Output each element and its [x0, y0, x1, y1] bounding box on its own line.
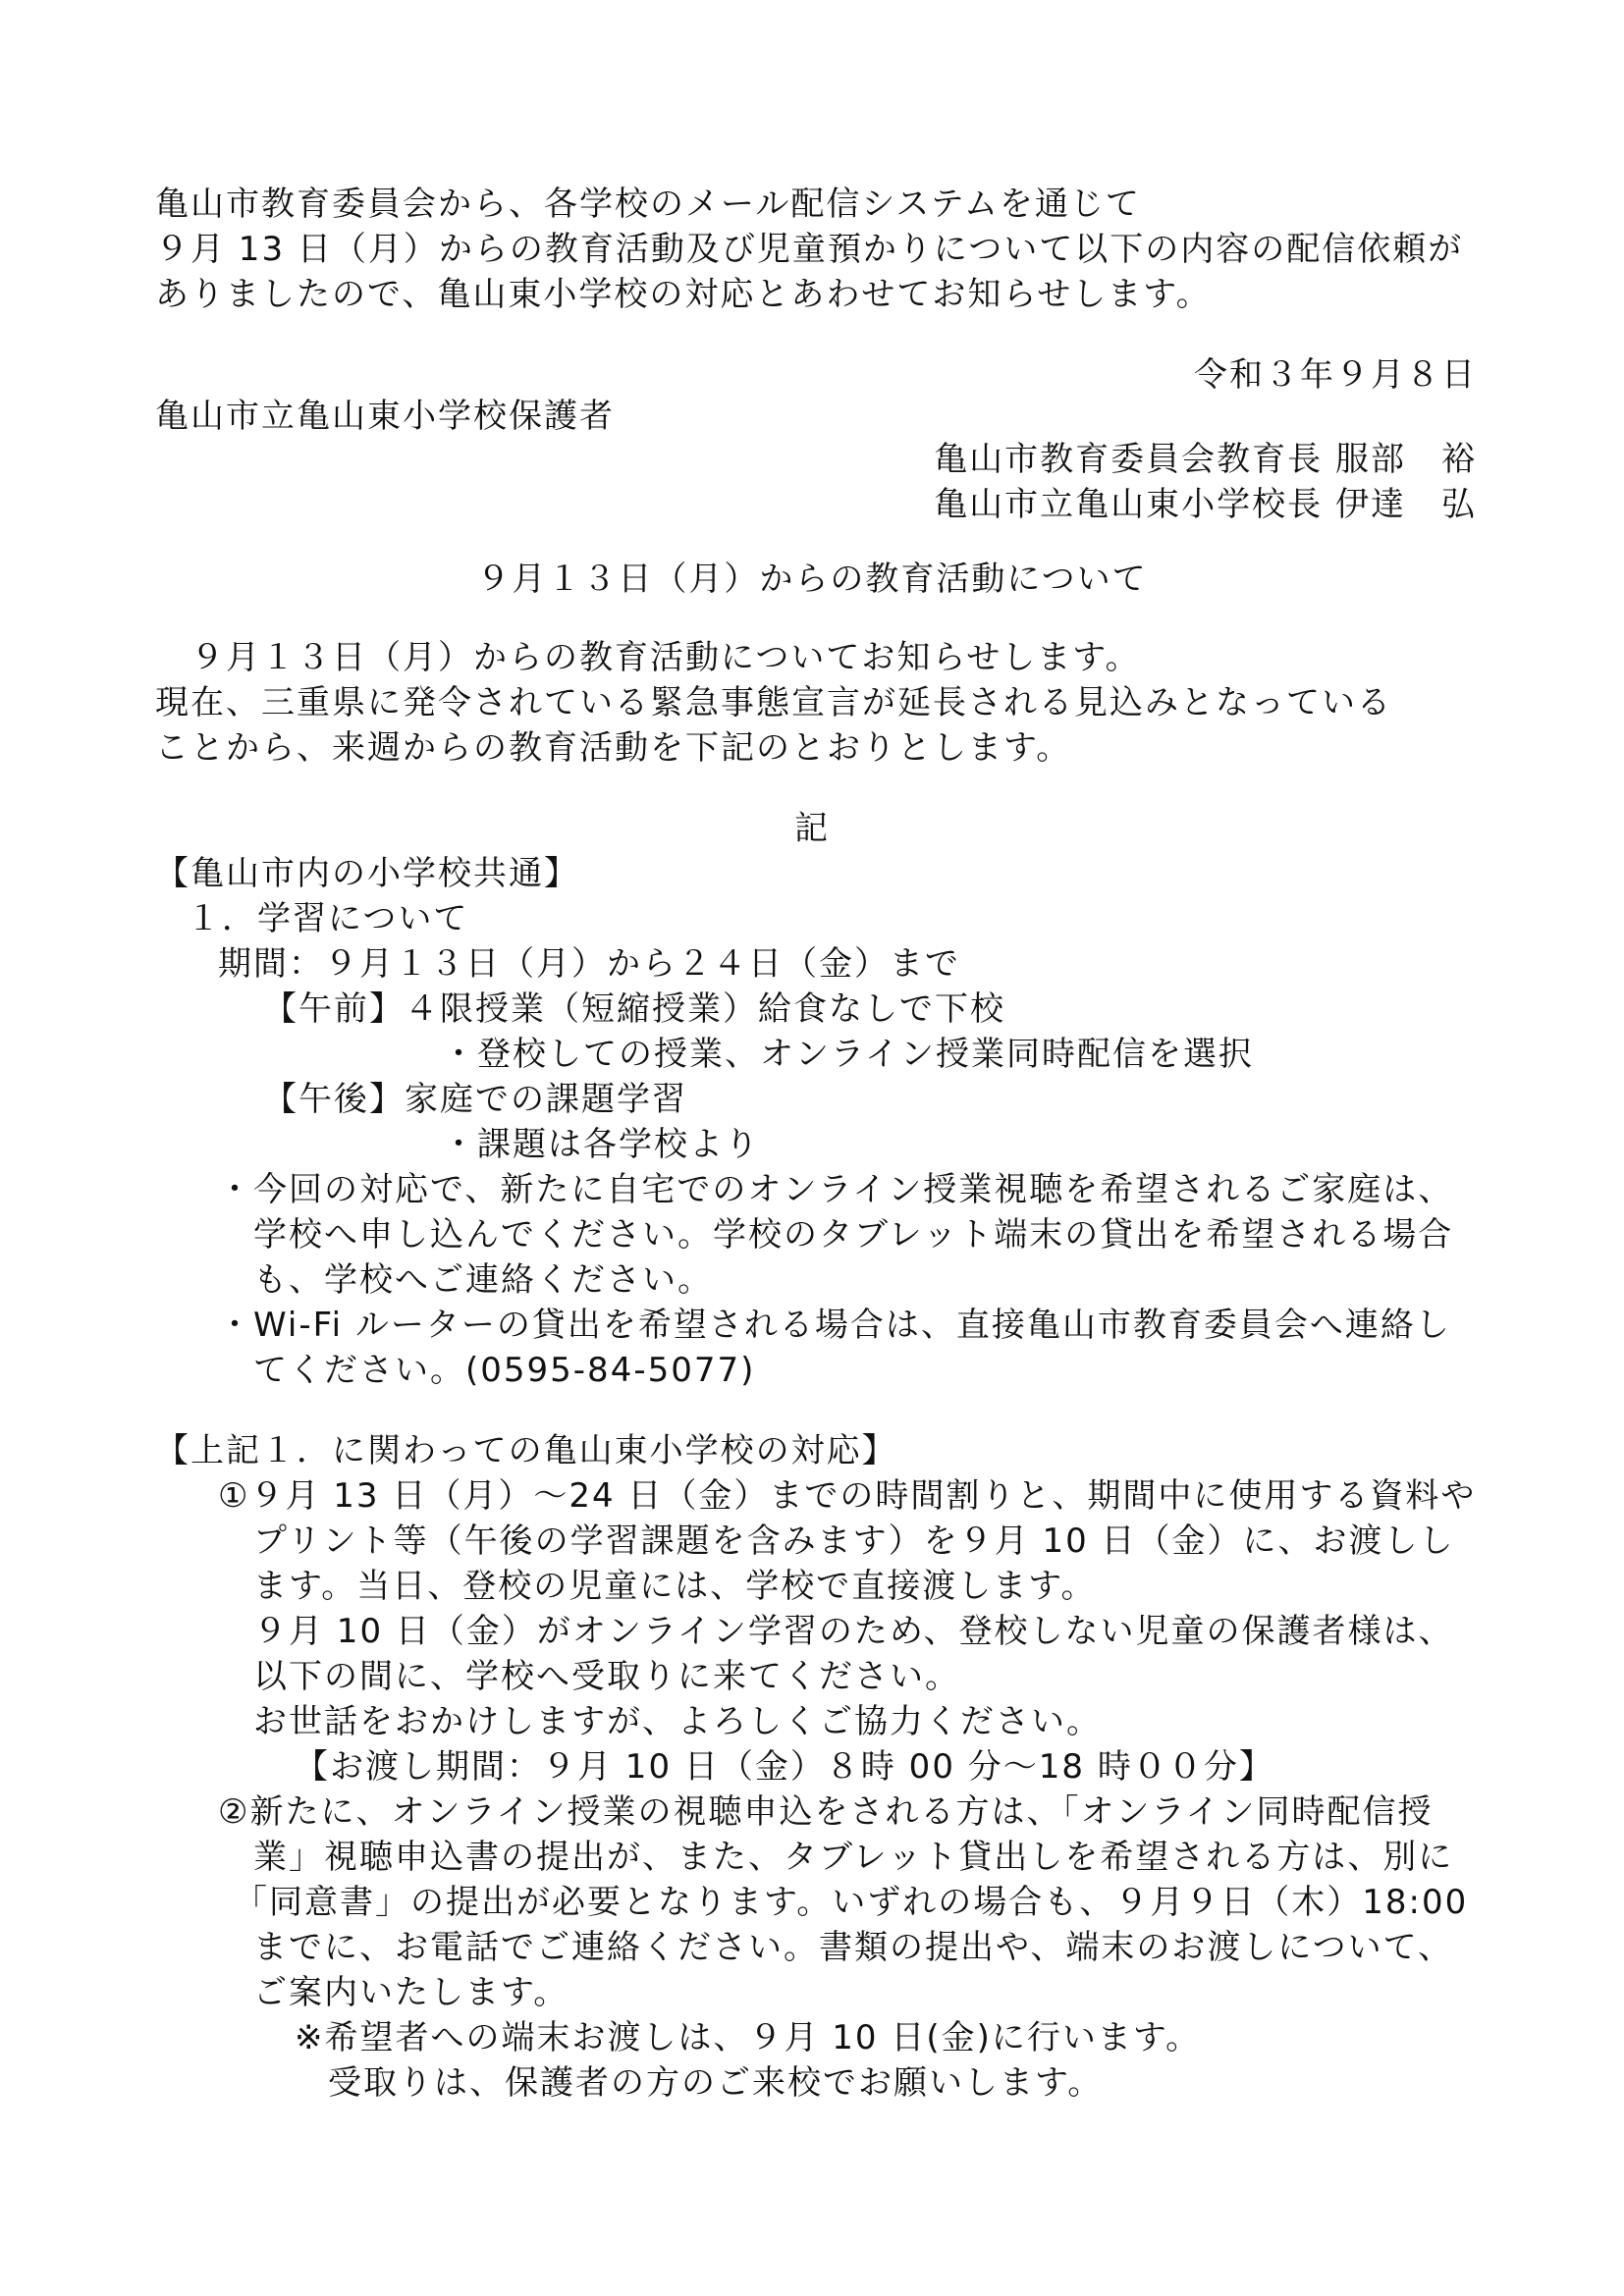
body-line-1: ９月１３日（月）からの教育活動についてお知らせします。	[155, 638, 1141, 677]
section2-line-6: お世話をおかけしますが、よろしくご協力ください。	[218, 1702, 1102, 1741]
section1-pm-note: ・課題は各学校より	[442, 1125, 760, 1164]
section2-line2-5: ご案内いたします。	[218, 1973, 569, 2012]
section1-bullet-line-4: ・Wi-Fi ルーターの貸出を希望される場合は、直接亀山市教育委員会へ連絡し	[218, 1306, 1451, 1345]
section1-heading: 【亀山市内の小学校共通】	[155, 854, 579, 893]
note-line-1: ※希望者への端末お渡しは、９月 10 日(金)に行います。	[295, 2018, 1202, 2057]
section1-am-note: ・登校しての授業、オンライン授業同時配信を選択	[442, 1035, 1254, 1074]
ki-mark: 記	[794, 809, 830, 848]
section2-heading: 【上記１．に関わっての亀山東小学校の対応】	[155, 1431, 897, 1470]
section2-line-3: ます。当日、登校の児童には、学校で直接渡します。	[218, 1567, 1097, 1606]
section1-bullet-line-5: てください。(0595-84-5077)	[218, 1351, 756, 1390]
section1-bullet-line-2: 学校へ申し込んでください。学校のタブレット端末の貸出を希望される場合	[218, 1215, 1454, 1255]
intro-line-2: ９月 13 日（月）からの教育活動及び児童預かりについて以下の内容の配信依頼が	[155, 230, 1464, 269]
section2-line-1: ①９月 13 日（月）～24 日（金）までの時間割りと、期間中に使用する資料や	[218, 1476, 1477, 1516]
date: 令和３年９月８日	[1194, 355, 1477, 395]
note-line-2: 受取りは、保護者の方のご来校でお願いします。	[328, 2063, 1104, 2103]
section1-pm: 【午後】家庭での課題学習	[263, 1080, 687, 1119]
body-line-3: ことから、来週からの教育活動を下記のとおりとします。	[155, 728, 1072, 768]
section2-line2-3: 「同意書」の提出が必要となります。いずれの場合も、９月９日（木）18:00	[234, 1883, 1469, 1922]
section1-bullet-line-1: ・今回の対応で、新たに自宅でのオンライン授業視聴を希望されるご家庭は、	[218, 1170, 1454, 1209]
handover-period: 【お渡し期間：９月 10 日（金）８時 00 分～18 時００分】	[295, 1747, 1274, 1787]
section2-line2-1: ②新たに、オンライン授業の視聴申込をされる方は、「オンライン同時配信授	[218, 1792, 1434, 1832]
section1-bullet-line-3: も、学校へご連絡ください。	[218, 1260, 713, 1300]
section1-am: 【午前】４限授業（短縮授業）給食なしで下校	[263, 989, 1005, 1029]
section2-line-2: プリント等（午後の学習課題を含みます）を９月 10 日（金）に、お渡しし	[218, 1522, 1455, 1561]
document-title: ９月１３日（月）からの教育活動について	[476, 560, 1148, 599]
section2-line2-2: 業」視聴申込書の提出が、また、タブレット貸出しを希望される方は、別に	[218, 1838, 1454, 1877]
intro-line-1: 亀山市教育委員会から、各学校のメール配信システムを通じて	[155, 185, 1141, 224]
section2-line-5: 以下の間に、学校へ受取りに来てください。	[218, 1657, 960, 1696]
sender-line-1: 亀山市教育委員会教育長 服部 裕	[934, 440, 1477, 479]
section1-item1: １．学習について	[187, 899, 469, 938]
intro-line-3: ありましたので、亀山東小学校の対応とあわせてお知らせします。	[155, 275, 1212, 314]
section2-line2-4: までに、お電話でご連絡ください。書類の提出や、端末のお渡しについて、	[218, 1928, 1453, 1967]
body-line-2: 現在、三重県に発令されている緊急事態宣言が延長される見込みとなっている	[155, 683, 1392, 722]
sender-line-2: 亀山市立亀山東小学校長 伊達 弘	[934, 485, 1477, 524]
section2-line-4: ９月 10 日（金）がオンライン学習のため、登校しない児童の保護者様は、	[218, 1612, 1454, 1651]
recipient: 亀山市立亀山東小学校保護者	[155, 397, 615, 436]
section1-period: 期間：９月１３日（月）から２４日（金）まで	[218, 944, 960, 984]
